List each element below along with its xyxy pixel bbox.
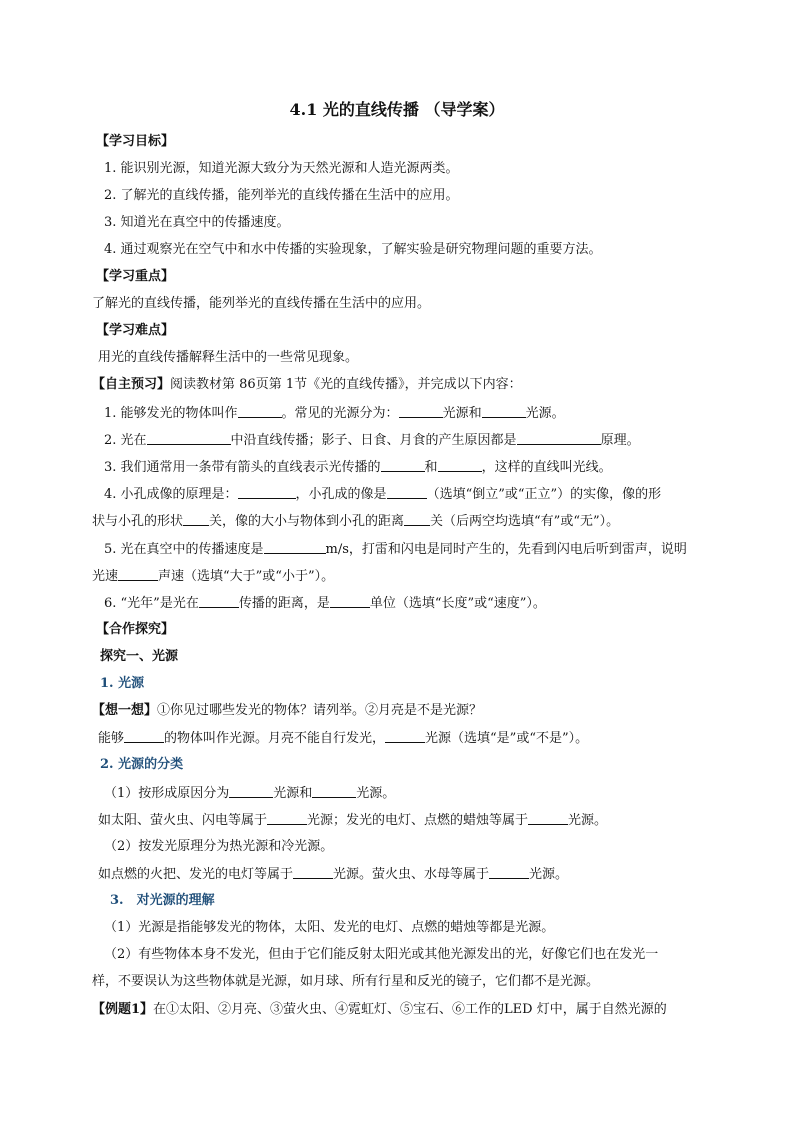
understanding-1: （1）光源是指能够发光的物体，太阳、发光的电灯、点燃的蜡烛等都是光源。 xyxy=(104,920,555,935)
objective-item: 3. 知道光在真空中的传播速度。 xyxy=(104,215,290,230)
preview-question-3: 3. 我们通常用一条带有箭头的直线表示光传播的 和 ，这样的直线叫光线。 xyxy=(104,460,612,475)
subsection-title: 1. 光源 xyxy=(100,676,145,691)
classification-1-example: 如太阳、萤火虫、闪电等属于 光源；发光的电灯、点燃的蜡烛等属于 光源。 xyxy=(98,813,608,828)
answer-blank[interactable] xyxy=(528,811,568,825)
answer-blank[interactable] xyxy=(147,431,231,445)
think-question: 【想一想】①你见过哪些发光的物体？请列举。②月亮是不是光源？ xyxy=(92,703,483,718)
answer-blank[interactable] xyxy=(238,485,296,499)
objectives-heading: 【学习目标】 xyxy=(96,134,175,149)
difficulties-text: 用光的直线传播解释生活中的一些常见现象。 xyxy=(98,350,359,365)
preview-question-6: 6. “光年”是光在 传播的距离，是 单位（选填“长度”或“速度”）。 xyxy=(104,596,546,611)
answer-blank[interactable] xyxy=(312,784,356,798)
difficulties-heading: 【学习难点】 xyxy=(96,323,175,338)
understanding-2-line1: （2）有些物体本身不发光，但由于它们能反射太阳光或其他光源发出的光，好像它们也在发光一 xyxy=(104,947,659,962)
preview-question-5-line2: 光速 声速（选填“大于”或“小于”）。 xyxy=(92,569,335,584)
explore-heading: 【合作探究】 xyxy=(96,622,175,637)
preview-question-1: 1. 能够发光的物体叫作 。常见的光源分为： 光源和 光源。 xyxy=(104,406,565,421)
example-label: 【例题1】 xyxy=(92,1002,154,1017)
objective-item: 1. 能识别光源，知道光源大致分为天然光源和人造光源两类。 xyxy=(104,161,459,176)
answer-blank[interactable] xyxy=(381,458,425,472)
answer-blank[interactable] xyxy=(438,458,482,472)
answer-blank[interactable] xyxy=(404,512,430,526)
answer-blank[interactable] xyxy=(330,594,370,608)
answer-blank[interactable] xyxy=(264,540,326,554)
preview-question-2: 2. 光在 中沿直线传播；影子、日食、月食的产生原因都是 原理。 xyxy=(104,433,640,448)
classification-2-example: 如点燃的火把、发光的电灯等属于 光源。萤火虫、水母等属于 光源。 xyxy=(98,867,569,882)
answer-blank[interactable] xyxy=(387,485,427,499)
answer-blank[interactable] xyxy=(229,784,273,798)
classification-1: （1）按形成原因分为 光源和 光源。 xyxy=(104,786,396,801)
answer-blank[interactable] xyxy=(267,811,307,825)
think-answer: 能够 的物体叫作光源。月亮不能自行发光， 光源（选填“是”或“不是”）。 xyxy=(98,731,589,746)
page-title: 4.1 光的直线传播 （导学案） xyxy=(289,100,505,119)
think-label: 【想一想】 xyxy=(92,703,158,718)
example-1: 【例题1】在①太阳、②月亮、③萤火虫、④霓虹灯、⑤宝石、⑥工作的LED 灯中，属于自然光源的 xyxy=(92,1002,667,1017)
section-title: 探究一、光源 xyxy=(100,649,179,664)
answer-blank[interactable] xyxy=(399,404,443,418)
classification-2: （2）按发光原理分为热光源和冷光源。 xyxy=(104,839,334,854)
preview-intro-line xyxy=(92,376,522,394)
answer-blank[interactable] xyxy=(293,865,333,879)
objective-item: 4. 通过观察光在空气中和水中传播的实验现象，了解实验是研究物理问题的重要方法。 xyxy=(104,242,602,257)
preview-question-4-line2: 状与小孔的形状 关，像的大小与物体到小孔的距离 关（后两空均选填“有”或“无”）。 xyxy=(92,514,620,529)
key-points-heading: 【学习重点】 xyxy=(96,269,175,284)
answer-blank[interactable] xyxy=(385,729,425,743)
answer-blank[interactable] xyxy=(199,594,239,608)
answer-blank[interactable] xyxy=(118,567,158,581)
answer-blank[interactable] xyxy=(489,865,529,879)
answer-blank[interactable] xyxy=(517,431,601,445)
subsection-title: 2. 光源的分类 xyxy=(100,757,184,772)
answer-blank[interactable] xyxy=(124,729,164,743)
preview-question-4-line1: 4. 小孔成像的原理是： ，小孔成的像是 （选填“倒立”或“正立”）的实像，像的形 xyxy=(104,487,662,502)
understanding-2-line2: 样，不要误认为这些物体就是光源，如月球、所有行星和反光的镜子，它们都不是光源。 xyxy=(92,974,600,989)
objective-item: 2. 了解光的直线传播，能列举光的直线传播在生活中的应用。 xyxy=(104,188,459,203)
answer-blank[interactable] xyxy=(183,512,209,526)
subsection-title: 3. 对光源的理解 xyxy=(110,893,215,908)
preview-question-5-line1: 5. 光在真空中的传播速度是 m/s，打雷和闪电是同时产生的，先看到闪电后听到雷声，说明 xyxy=(104,542,687,557)
preview-heading: 【自主预习】 xyxy=(92,377,171,392)
preview-intro: 阅读教材第 86页第 1节《光的直线传播》，并完成以下内容： xyxy=(170,377,522,392)
key-points-text: 了解光的直线传播，能列举光的直线传播在生活中的应用。 xyxy=(92,296,431,311)
answer-blank[interactable] xyxy=(238,404,282,418)
answer-blank[interactable] xyxy=(482,404,526,418)
